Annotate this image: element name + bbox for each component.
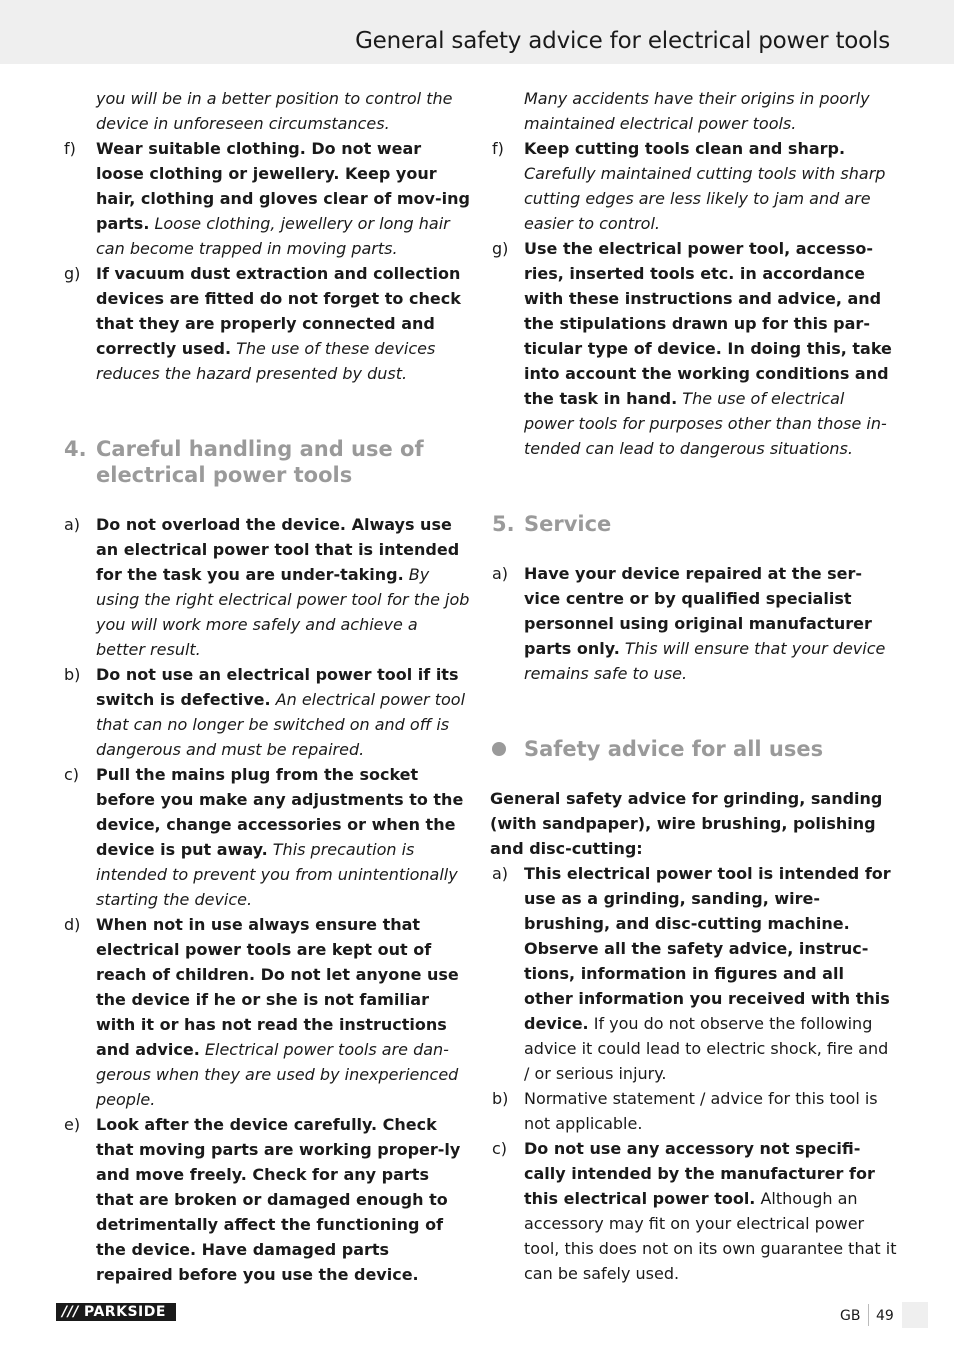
section-title: Careful handling and use of electrical power tools bbox=[96, 437, 424, 487]
header-band bbox=[0, 0, 954, 64]
list-item bbox=[62, 136, 470, 261]
item-letter: c) bbox=[492, 1139, 508, 1158]
list-item bbox=[490, 561, 898, 686]
page-number: 49 bbox=[876, 1308, 894, 1324]
item-letter: g) bbox=[492, 239, 509, 258]
intro-text: General safety advice for grinding, sanding (with sandpaper), wire brushing, polishing and disc-cutting: bbox=[490, 789, 883, 858]
item-letter: g) bbox=[64, 264, 81, 283]
item-letter: b) bbox=[64, 665, 81, 684]
item-bold-text: Look after the device carefully. Check that moving parts are working proper-ly and move freely. Check for any parts that are broken or damaged enough to detrimentally affect the functioning of the device. Have damaged parts repaired before you use the device. bbox=[96, 1115, 461, 1284]
continuation-text: Many accidents have their origins in poorly maintained electrical power tools. bbox=[524, 89, 870, 133]
item-letter: e) bbox=[64, 1115, 81, 1134]
logo-text: PARKSIDE bbox=[84, 1304, 166, 1320]
item-letter: a) bbox=[492, 864, 509, 883]
footer-divider bbox=[868, 1304, 869, 1326]
section-number: 5. bbox=[492, 512, 515, 536]
section-number: 4. bbox=[64, 437, 87, 461]
item-text: Electrical power tools are dan-gerous when they are used by inexperienced people. bbox=[96, 1040, 459, 1109]
item-text: Normative statement / advice for this tool is not applicable. bbox=[524, 1089, 878, 1133]
item-text: By using the right electrical power tool for the job you will work more safely and achieve a better result. bbox=[96, 565, 470, 659]
right-column bbox=[490, 86, 898, 1286]
section-title: Service bbox=[524, 512, 612, 536]
page-title: General safety advice for electrical power tools bbox=[355, 28, 890, 54]
item-text: If you do not observe the following advice it could lead to electric shock, fire and / or serious injury. bbox=[524, 1014, 889, 1083]
item-bold-text: Use the electrical power tool, accesso-ries, inserted tools etc. in accordance with these instructions and advice, and the stipulations drawn up for this par-ticular type of device. In doing this, take into account the working conditions and the task in hand. bbox=[524, 239, 892, 408]
item-letter: c) bbox=[64, 765, 80, 784]
continuation-text: you will be in a better position to control the device in unforeseen circumstances. bbox=[96, 89, 453, 133]
list-item bbox=[62, 912, 470, 1112]
item-bold-text: This electrical power tool is intended for use as a grinding, sanding, wire-brushing, and disc-cutting machine. Observe all the safety advice, instruc-tions, information in figures and all other information you received with this device. bbox=[524, 864, 891, 1033]
section-title: Safety advice for all uses bbox=[524, 737, 824, 761]
item-letter: a) bbox=[64, 515, 81, 534]
item-text: This will ensure that your device remains safe to use. bbox=[524, 639, 886, 683]
item-bold-text: Do not use any accessory not specifi-cally intended by the manufacturer for this electrical power tool. bbox=[524, 1139, 875, 1208]
item-bold-text: Do not use an electrical power tool if its switch is defective. bbox=[96, 665, 459, 709]
footer-box bbox=[902, 1302, 928, 1328]
item-letter: b) bbox=[492, 1089, 509, 1108]
item-text: This precaution is intended to prevent you from unintentionally starting the device. bbox=[96, 840, 458, 909]
item-letter: a) bbox=[492, 564, 509, 583]
language-code: GB bbox=[840, 1308, 861, 1324]
section-heading-5 bbox=[490, 511, 898, 537]
section-heading-4 bbox=[62, 436, 470, 488]
item-text: Loose clothing, jewellery or long hair can become trapped in moving parts. bbox=[96, 214, 450, 258]
item-bold-text: If vacuum dust extraction and collection devices are fitted do not forget to check that they are properly connected and correctly used. bbox=[96, 264, 461, 358]
logo-stripes: /// bbox=[62, 1304, 79, 1320]
list-item bbox=[490, 236, 898, 461]
list-item bbox=[62, 1112, 470, 1287]
list-item bbox=[62, 512, 470, 662]
parkside-logo bbox=[56, 1303, 176, 1321]
item-letter: f) bbox=[492, 139, 504, 158]
item-bold-text: Do not overload the device. Always use an electrical power tool that is intended for the task you are under-taking. bbox=[96, 515, 460, 584]
list-item bbox=[490, 1136, 898, 1286]
item-bold-text: Wear suitable clothing. Do not wear loose clothing or jewellery. Keep your hair, clothing and gloves clear of mov-ing parts. bbox=[96, 139, 470, 233]
item-bold-text: Have your device repaired at the ser-vice centre or by qualified specialist personnel using original manufacturer parts only. bbox=[524, 564, 872, 658]
list-item bbox=[490, 861, 898, 1086]
item-letter: f) bbox=[64, 139, 76, 158]
item-bold-text: Pull the mains plug from the socket before you make any adjustments to the device, change accessories or when the device is put away. bbox=[96, 765, 464, 859]
section-heading-safety bbox=[490, 736, 898, 762]
item-text: Although an accessory may fit on your electrical power tool, this does not on its own guarantee that it can be safely used. bbox=[524, 1189, 897, 1283]
list-item bbox=[490, 1086, 898, 1136]
list-item bbox=[490, 136, 898, 236]
item-text: Carefully maintained cutting tools with sharp cutting edges are less likely to jam and are easier to control. bbox=[524, 164, 886, 233]
list-item bbox=[62, 261, 470, 386]
item-letter: d) bbox=[64, 915, 81, 934]
item-bold-text: When not in use always ensure that electrical power tools are kept out of reach of children. Do not let anyone use the device if he or she is not familiar with it or has not read the instructions and advice. bbox=[96, 915, 459, 1059]
list-item bbox=[62, 762, 470, 912]
list-item bbox=[62, 662, 470, 762]
item-text: The use of electrical power tools for purposes other than those in-tended can lead to dangerous situations. bbox=[524, 389, 887, 458]
left-column bbox=[62, 86, 470, 1287]
bullet-icon bbox=[492, 742, 506, 756]
item-text: The use of these devices reduces the hazard presented by dust. bbox=[96, 339, 436, 383]
item-bold-text: Keep cutting tools clean and sharp. bbox=[524, 139, 846, 158]
item-text: An electrical power tool that can no longer be switched on and off is dangerous and must be repaired. bbox=[96, 690, 466, 759]
